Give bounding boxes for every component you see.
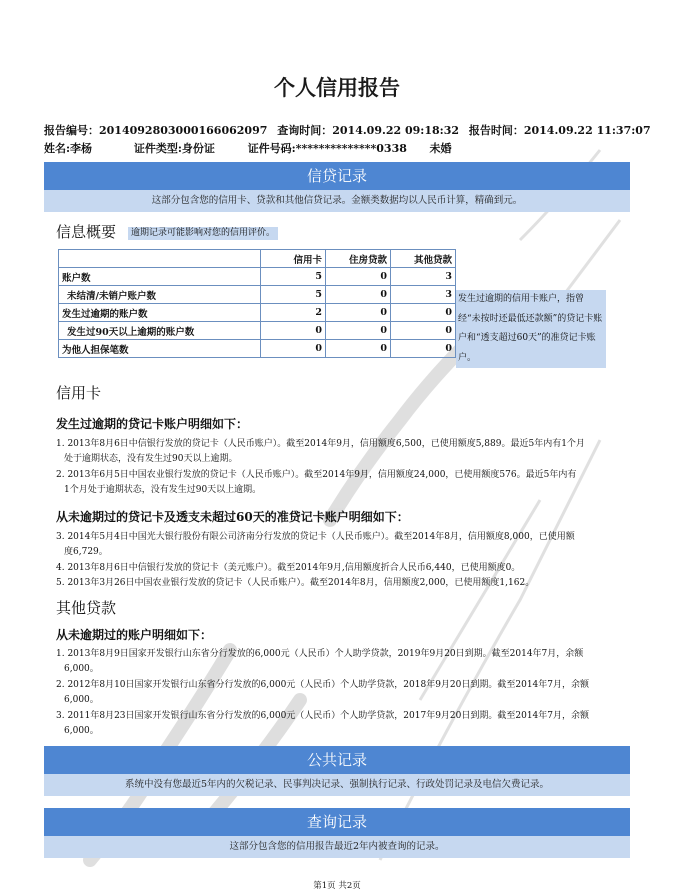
row-value: 0 [326, 304, 391, 322]
query-record-band: 查询记录 [44, 808, 630, 836]
report-number: 报告编号：2014092803000166062097 [44, 124, 268, 137]
other-loans-heading: 从未逾期过的账户明细如下： [56, 628, 213, 642]
table-row [59, 322, 456, 340]
row-value: 3 [391, 268, 456, 286]
row-value: 0 [391, 322, 456, 340]
row-label: 为他人担保笔数 [59, 340, 261, 358]
row-value: 0 [326, 286, 391, 304]
list-item [56, 437, 624, 467]
item-line: 6,000。 [64, 664, 99, 674]
row-value: 5 [261, 268, 326, 286]
item-line: 5. 2013年3月26日中国农业银行发放的贷记卡（人民币账户）。截至2014年8月，信用额度2,000，已使用额度1,162。 [56, 578, 535, 588]
summary-note: 逾期记录可能影响对您的信用评价。 [128, 227, 278, 240]
row-label: 账户数 [59, 268, 261, 286]
query-time: 查询时间：2014.09.22 09:18:32 [277, 124, 459, 137]
table-row [59, 340, 456, 358]
row-label: 发生过90天以上逾期的账户数 [59, 322, 261, 340]
other-loans-title: 其他贷款 [56, 599, 117, 617]
credit-record-desc: 这部分包含您的信用卡、贷款和其他信贷记录。金额类数据均以人民币计算，精确到元。 [44, 190, 630, 212]
row-value: 0 [261, 322, 326, 340]
list-item [56, 709, 624, 739]
row-value: 5 [261, 286, 326, 304]
id-number: 证件号码:**************0338 [247, 142, 407, 155]
page-title: 个人信用报告 [274, 76, 400, 100]
query-record-desc: 这部分包含您的信用报告最近2年内被查询的记录。 [44, 836, 630, 858]
table-header-cell: 其他贷款 [391, 250, 456, 268]
list-item [56, 561, 624, 576]
table-header-cell: 住房贷款 [326, 250, 391, 268]
row-value: 0 [326, 268, 391, 286]
credit-card-title: 信用卡 [56, 384, 102, 402]
table-header-row [59, 250, 456, 268]
list-item [56, 468, 624, 498]
report-meta-line2 [44, 140, 452, 156]
credit-record-band: 信贷记录 [44, 162, 630, 190]
public-record-desc: 系统中没有您最近5年内的欠税记录、民事判决记录、强制执行记录、行政处罚记录及电信欠费记录。 [44, 774, 630, 796]
row-value: 3 [391, 286, 456, 304]
list-item [56, 647, 624, 677]
row-value: 0 [261, 340, 326, 358]
table-row [59, 268, 456, 286]
row-value: 0 [326, 340, 391, 358]
report-time: 报告时间：2014.09.22 11:37:07 [468, 124, 651, 137]
row-label: 发生过逾期的账户数 [59, 304, 261, 322]
list-item [56, 576, 624, 591]
report-meta-line1 [44, 122, 651, 138]
list-item [56, 530, 624, 560]
row-label: 未结清/未销户账户数 [59, 286, 261, 304]
item-line: 2. 2013年6月5日中国农业银行发放的贷记卡（人民币账户）。截至2014年9月，信用额度24,000，已使用额度576。最近5年内有 [56, 470, 577, 480]
id-type: 证件类型:身份证 [133, 142, 215, 155]
table-header-cell [59, 250, 261, 268]
item-line: 度6,729。 [64, 547, 108, 557]
public-record-band: 公共记录 [44, 746, 630, 774]
summary-title: 信息概要 [56, 223, 117, 241]
normal-cards-heading: 从未逾期过的贷记卡及透支未超过60天的准贷记卡账户明细如下： [56, 510, 409, 524]
marital-status: 未婚 [429, 142, 452, 155]
row-value: 0 [391, 304, 456, 322]
page-indicator: 第1页 共2页 [313, 881, 361, 891]
overdue-cards-heading: 发生过逾期的贷记卡账户明细如下： [56, 417, 249, 431]
list-item [56, 678, 624, 708]
table-header-cell: 信用卡 [261, 250, 326, 268]
person-name: 姓名:李杨 [44, 142, 93, 155]
item-line: 2. 2012年8月10日国家开发银行山东省分行发放的6,000元（人民币）个人助学贷款，2018年9月20日到期。截至2014年7月，余额 [56, 680, 590, 690]
overdue-definition-note: 发生过逾期的信用卡账户，指曾经“未按时还最低还款额”的贷记卡账户和“透支超过60天”的准贷记卡账户。 [456, 290, 606, 368]
table-row [59, 304, 456, 322]
row-value: 2 [261, 304, 326, 322]
item-line: 4. 2013年8月6日中信银行发放的贷记卡（美元账户）。截至2014年9月,信用额度折合人民币6,440，已使用额度0。 [56, 563, 521, 573]
item-line: 3. 2014年5月4日中国光大银行股份有限公司济南分行发放的贷记卡（人民币账户）。截至2014年8月，信用额度8,000，已使用额 [56, 532, 575, 542]
item-line: 6,000。 [64, 726, 99, 736]
row-value: 0 [326, 322, 391, 340]
table-row [59, 286, 456, 304]
item-line: 处于逾期状态，没有发生过90天以上逾期。 [64, 454, 238, 464]
item-line: 6,000。 [64, 695, 99, 705]
row-value: 0 [391, 340, 456, 358]
item-line: 1. 2013年8月6日中信银行发放的贷记卡（人民币账户）。截至2014年9月，信用额度6,500，已使用额度5,889。最近5年内有1个月 [56, 439, 585, 449]
item-line: 1. 2013年8月9日国家开发银行山东省分行发放的6,000元（人民币）个人助学贷款，2019年9月20日到期。截至2014年7月，余额 [56, 649, 584, 659]
item-line: 3. 2011年8月23日国家开发银行山东省分行发放的6,000元（人民币）个人助学贷款，2017年9月20日到期。截至2014年7月，余额 [56, 711, 590, 721]
summary-table [58, 249, 456, 358]
item-line: 1个月处于逾期状态，没有发生过90天以上逾期。 [64, 485, 262, 495]
